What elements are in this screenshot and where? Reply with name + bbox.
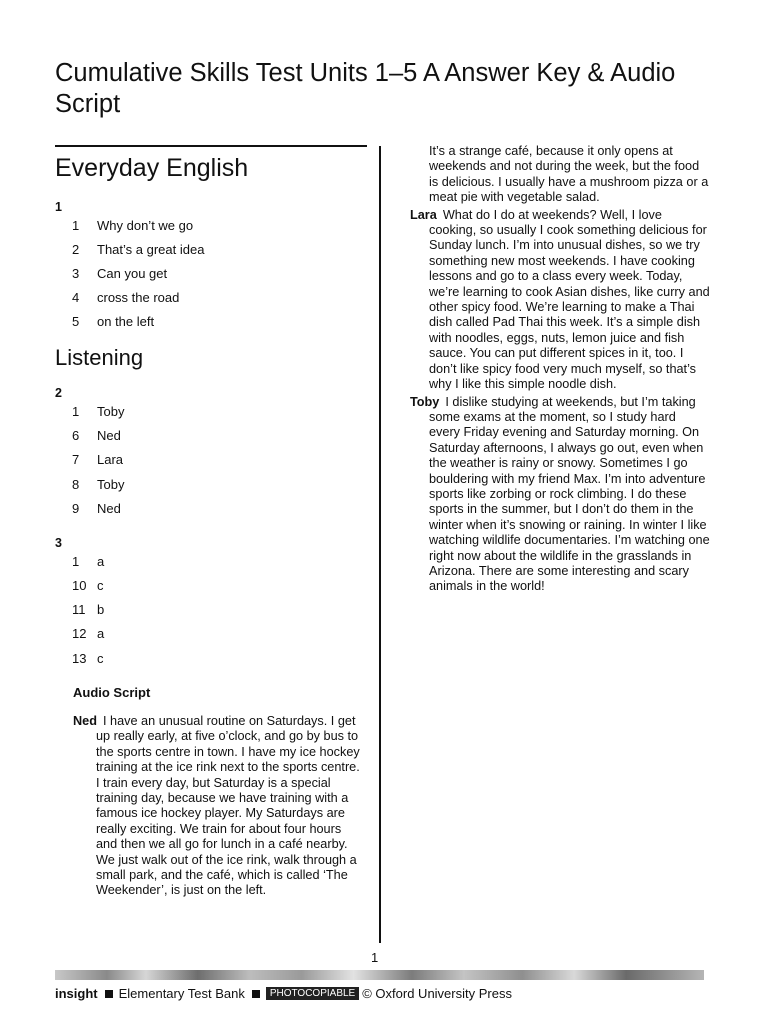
footer-product: Elementary Test Bank <box>118 986 245 1001</box>
answer-number: 1 <box>72 404 80 419</box>
question-number-2: 2 <box>55 386 62 400</box>
answer-row <box>72 501 121 517</box>
answer-text: c <box>97 651 104 666</box>
page-number: 1 <box>371 950 379 965</box>
answer-number: 10 <box>72 578 87 593</box>
answer-number: 1 <box>72 218 80 233</box>
answer-number: 7 <box>72 452 80 467</box>
answer-text: Lara <box>97 452 124 467</box>
answer-row <box>72 626 104 642</box>
script-paragraph-ned <box>73 714 364 899</box>
footer <box>55 986 512 1001</box>
page-title: Cumulative Skills Test Units 1–5 A Answer Key & Audio Script <box>55 59 676 118</box>
answer-number: 8 <box>72 477 80 492</box>
answer-text: b <box>97 602 105 617</box>
answer-number: 4 <box>72 290 80 305</box>
answer-row <box>72 290 179 306</box>
answer-text: c <box>97 578 104 593</box>
answer-number: 2 <box>72 242 80 257</box>
answer-row <box>72 314 154 330</box>
audio-script-column-left <box>73 714 364 901</box>
script-paragraph-toby <box>410 395 710 595</box>
answer-row <box>72 452 123 468</box>
question-number-1: 1 <box>55 200 62 214</box>
speaker-text: What do I do at weekends? Well, I love cooking, so usually I cook something delicious for Sunday lunch. I’m into unusual dishes, so we try something new most weekends. I have cooking lessons and go to a class every week. Today, we’re learning to cook Asian dishes, like curry and other spicy food. We’re learning to make a Thai dish called Pad Thai this week. It’s a simple dish with noodles, eggs, nuts, lemon juice and fish sauce. You can put different spices in it, too. I don’t like spicy food very much myself, so that’s why I like this simple noodle dish. <box>429 207 710 392</box>
answer-row <box>72 242 204 258</box>
speaker-name: Toby <box>410 394 440 409</box>
answer-row <box>72 554 104 570</box>
answer-number: 11 <box>72 602 86 617</box>
answer-row <box>72 477 124 493</box>
answer-text: Toby <box>97 477 125 492</box>
title-rule <box>55 145 367 147</box>
speaker-text: I dislike studying at weekends, but I’m taking some exams at the moment, so I study hard every Friday evening and Saturday morning. On Saturday afternoons, I always go out, even when the weather is rainy or snowy. Sometimes I go bouldering with my friend Max. I’m into adventure sports like zorbing or rock climbing. I do these sports in the summer, but I don’t do them in the winter when it’s snowing or raining. In winter I like watching wildlife documentaries. I’m watching one right now about the wildlife in the grasslands in Arizona. There are some interesting and scary animals in the world! <box>429 394 710 594</box>
answer-text: Ned <box>97 428 121 443</box>
column-divider <box>379 146 381 943</box>
answer-text: cross the road <box>97 290 180 305</box>
answer-number: 9 <box>72 501 80 516</box>
script-paragraph-lara <box>410 208 710 393</box>
footer-brand: insight <box>55 986 98 1001</box>
speaker-text: I have an unusual routine on Saturdays. I get up really early, at five o’clock, and go by bus to the sports centre in town. I have my ice hockey training at the ice rink next to the sports centre. I train every day, but Saturday is a special training day, because we have training with a famous ice hockey player. My Saturdays are really exciting. We train for about four hours and then we all go for lunch in a café nearby. We just walk out of the ice rink, walk through a small park, and the café, which is called ‘The Weekender’, is just on the left. <box>96 714 360 898</box>
script-paragraph-ned-continued: It’s a strange café, because it only opens at weekends and not during the week, but the food is delicious. I usually have a mushroom pizza or a meat pie with vegetable salad. <box>429 144 709 205</box>
answer-row <box>72 428 121 444</box>
answer-text: a <box>97 554 105 569</box>
answer-number: 12 <box>72 626 87 641</box>
answer-number: 13 <box>72 651 87 666</box>
answer-row <box>72 602 104 618</box>
question-number-3: 3 <box>55 536 62 550</box>
section-heading-everyday-english: Everyday English <box>55 154 249 182</box>
footer-image-strip <box>55 970 704 980</box>
answer-row <box>72 266 167 282</box>
footer-publisher: © Oxford University Press <box>362 986 512 1001</box>
answer-text: That’s a great idea <box>97 242 205 257</box>
answer-text: a <box>97 626 105 641</box>
answer-text: Why don’t we go <box>97 218 194 233</box>
audio-script-column-right <box>410 144 710 597</box>
answer-number: 3 <box>72 266 80 281</box>
answer-row <box>72 404 124 420</box>
square-bullet-icon <box>252 990 260 998</box>
answer-text: Can you get <box>97 266 168 281</box>
section-heading-listening: Listening <box>55 345 144 370</box>
answer-text: on the left <box>97 314 155 329</box>
photocopiable-badge: PHOTOCOPIABLE <box>266 987 359 1000</box>
answer-number: 5 <box>72 314 80 329</box>
answer-row <box>72 218 193 234</box>
answer-row <box>72 578 104 594</box>
answer-row <box>72 651 104 667</box>
square-bullet-icon <box>105 990 113 998</box>
audio-script-heading: Audio Script <box>73 685 151 700</box>
speaker-name: Lara <box>410 207 437 222</box>
answer-text: Ned <box>97 501 121 516</box>
answer-number: 6 <box>72 428 80 443</box>
speaker-name: Ned <box>73 714 97 728</box>
answer-text: Toby <box>97 404 125 419</box>
answer-number: 1 <box>72 554 80 569</box>
